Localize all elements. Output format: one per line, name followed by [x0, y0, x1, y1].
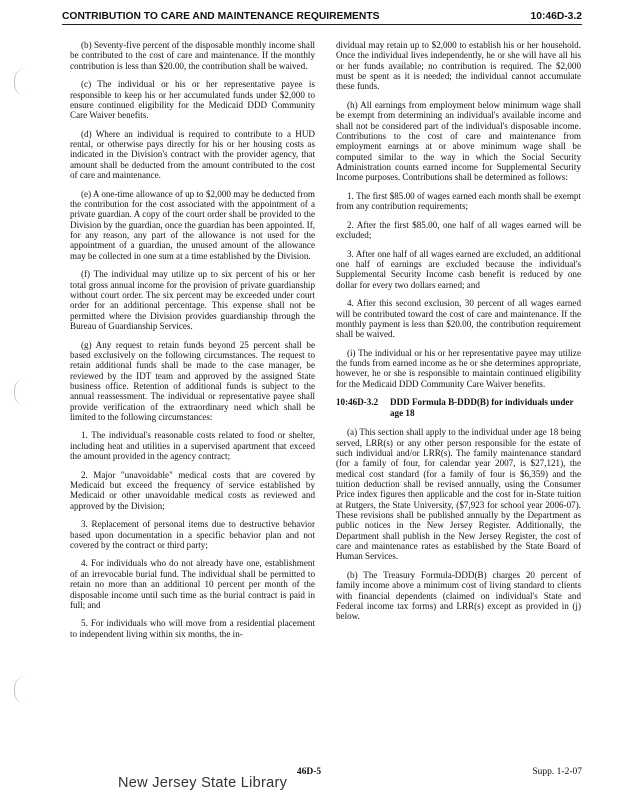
- paragraph-section-b: (b) The Treasury Formula-DDD(B) charges 20 percent of family income above a minimum cost of living standard to clients with financial dependents (claimed on individual's State and Federal income tax forms) and LRR(s) except as provided in (j) below.: [336, 569, 581, 622]
- right-column: [336, 40, 581, 630]
- paragraph-g: (g) Any request to retain funds beyond 25 percent shall be based exclusively on the following circumstances. The request to retain additional funds shall be made to the case manager, be reviewed by the IDT team and approved by the assigned State business office. Retention of additional funds is subject to the annual reassessment. The individual or representative payee shall provide verification of the extraordinary need which shall be limited to the following circumstances:: [70, 339, 315, 422]
- list-item-h4: 4. After this second exclusion, 30 percent of all wages earned will be contributed toward the cost of care and maintenance. If the monthly payment is less than $20.00, the contribution requirement shall be waived.: [336, 298, 581, 340]
- list-item-g1: 1. The individual's reasonable costs related to food or shelter, including heat and utilities in a supervised apartment that exceed the amount provided in the agency contract;: [70, 430, 315, 462]
- list-item-h2: 2. After the first $85.00, one half of all wages earned will be excluded;: [336, 219, 581, 241]
- supplement-date: Supp. 1-2-07: [532, 767, 582, 777]
- binding-hole-mark: [14, 378, 45, 406]
- list-item-g4: 4. For individuals who do not already have one, establishment of an irrevocable burial fund. The individual shall be permitted to retain no more than an additional 10 percent per month of the disposable income until such time as the burial contract is paid in full; and: [70, 558, 315, 610]
- paragraph-h: (h) All earnings from employment below minimum wage shall be exempt from determining an individual's available income and shall not be considered part of the individual's disposable income. Contributions to the cost of care and maintenance from employment earnings at or above minimum wage shall be computed similar to the way in which the Social Security Administration counts earned income for Supplemental Security Income purposes. Contributions shall be determined as follows:: [336, 99, 581, 183]
- section-title: DDD Formula B-DDD(B) for individuals under age 18: [390, 397, 574, 418]
- binding-hole-mark: [14, 68, 45, 96]
- list-item-h1: 1. The first $85.00 of wages earned each month shall be exempt from any contribution requirements;: [336, 190, 581, 212]
- header-code: 10:46D-3.2: [530, 11, 582, 22]
- list-item-h3: 3. After one half of all wages earned are excluded, an additional one half of earnings are excluded because the individual's Supplemental Security Income cash benefit is reduced by one dollar for every two dollars earned; and: [336, 248, 581, 290]
- page-number: 46D-5: [296, 767, 322, 777]
- running-header: [62, 11, 582, 25]
- binding-hole-mark: [14, 676, 45, 704]
- left-column: [70, 40, 315, 647]
- paragraph-section-a: (a) This section shall apply to the individual under age 18 being served, LRR(s) or any other person responsible for the estate of such individual and/or LRR(s). The family maintenance standard (for a family of four, for calendar year 2007, is $27,121), the medical cost standard (for a family of four is $6,359) and the tuition deduction shall be revised annually, using the Consumer Price index figures then applicable and the cost for in-State tuition at Rutgers, the State University, ($7,923 for school year 2006-07). These revisions shall be published annually by the Department as public notices in the New Jersey Register. Additionally, the Department shall publish in the New Jersey Register, the cost of care and maintenance rates as established by the State Board of Human Services.: [336, 427, 581, 562]
- library-watermark: New Jersey State Library: [118, 775, 288, 791]
- header-title: CONTRIBUTION TO CARE AND MAINTENANCE REQUIREMENTS: [62, 11, 380, 22]
- paragraph-i: (i) The individual or his or her representative payee may utilize the funds from earned income as he or she determines appropriate, however, he or she is responsible to maintain continued eligibility for the Medicaid DDD Community Care Waiver benefits.: [336, 347, 581, 389]
- paragraph-f: (f) The individual may utilize up to six percent of his or her total gross annual income for the provision of private guardianship without court order. The six percent may be exceeded under court order for an additional percentage. This expense shall not be permitted where the Division provides guardianship through the Bureau of Guardianship Services.: [70, 269, 315, 331]
- paragraph-c: (c) The individual or his or her representative payee is responsible to keep his or her accumulated funds under $2,000 to ensure continued eligibility for the Medicaid DDD Community Care Waiver benefits.: [70, 79, 315, 121]
- list-item-g2: 2. Major "unavoidable" medical costs that are covered by Medicaid but exceed the frequency of service established by Medicaid or other unavoidable medical costs as reviewed and approved by the Division;: [70, 469, 315, 511]
- section-number: 10:46D-3.2: [336, 397, 379, 408]
- section-heading: [336, 397, 581, 418]
- paragraph-continuation: dividual may retain up to $2,000 to establish his or her household. Once the individual lives independently, he or she will have all his or her funds available; no contribution is required. The $2,000 must be spent as it is needed; the individual cannot accumulate these funds.: [336, 40, 581, 92]
- paragraph-d: (d) Where an individual is required to contribute to a HUD rental, or otherwise pays directly for his or her housing costs as indicated in the Division's contract with the provider agency, that amount shall be deducted from the amount contributed to the cost of care and maintenance.: [70, 128, 315, 181]
- paragraph-e: (e) A one-time allowance of up to $2,000 may be deducted from the contribution for the cost associated with the appointment of a private guardian. A copy of the court order shall be provided to the Division by the guardian, once the guardian has been appointed. If, for any reason, any part of the allowance is not used for the appointment of a guardian, the unused amount of the allowance may be collected in one sum at a time established by the Division.: [70, 188, 315, 261]
- paragraph-b: (b) Seventy-five percent of the disposable monthly income shall be contributed to the cost of care and maintenance. If the monthly contribution is less than $20.00, the contribution shall be waived.: [70, 40, 315, 71]
- list-item-g5: 5. For individuals who will move from a residential placement to independent living within six months, the in-: [70, 618, 315, 639]
- list-item-g3: 3. Replacement of personal items due to destructive behavior based upon documentation in a specific behavior plan and not covered by the contract or third party;: [70, 519, 315, 550]
